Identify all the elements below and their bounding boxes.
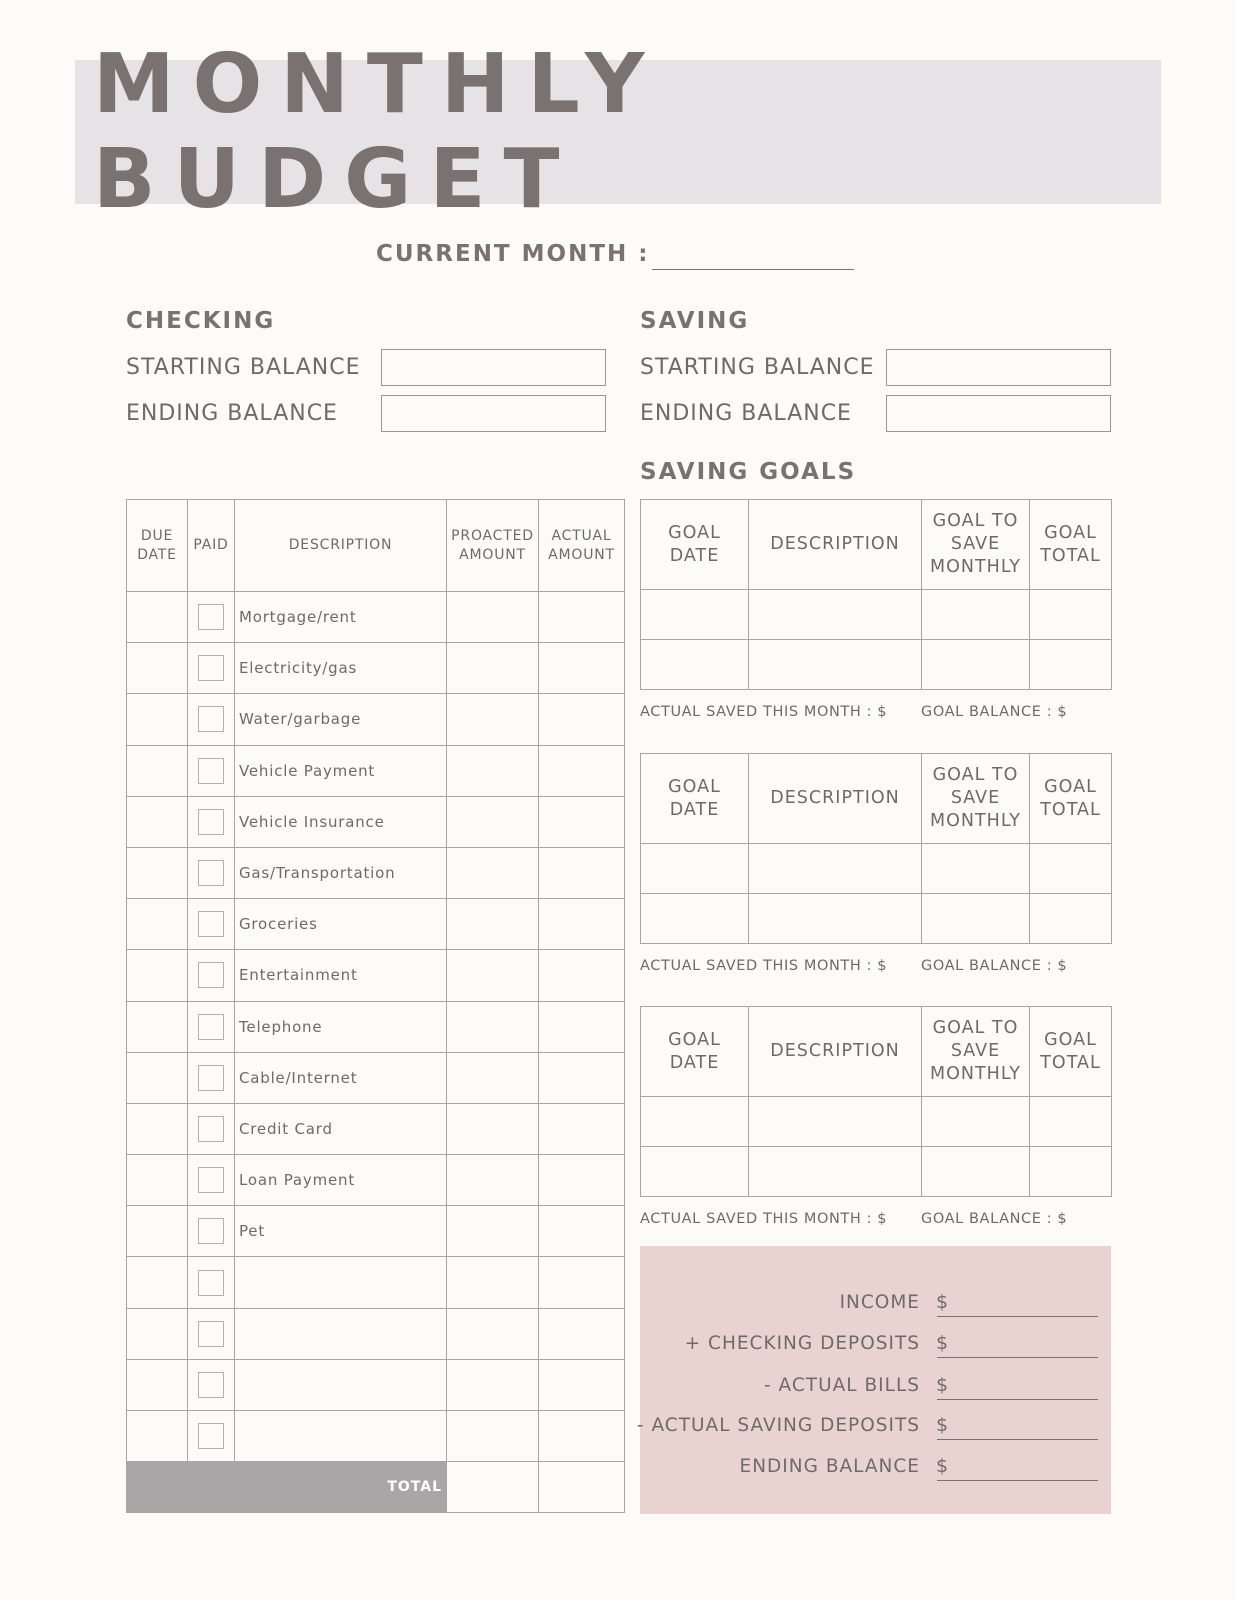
- summary-row: [640, 1451, 1111, 1481]
- due-date-cell[interactable]: [127, 1001, 188, 1052]
- goal-row: [641, 1147, 1112, 1197]
- goal-total-cell[interactable]: [1030, 640, 1112, 690]
- paid-checkbox[interactable]: [198, 1423, 224, 1449]
- goal-description-cell[interactable]: [749, 640, 922, 690]
- checking-ending-label: ENDING BALANCE: [126, 401, 338, 426]
- col-goal-to-save-monthly: GOAL TO SAVE MONTHLY: [922, 1007, 1030, 1097]
- goal-monthly-cell[interactable]: [922, 640, 1030, 690]
- proacted-amount-cell[interactable]: [447, 847, 539, 898]
- proacted-amount-cell[interactable]: [447, 592, 539, 643]
- goal-header-row: [641, 754, 1112, 844]
- table-row: [127, 643, 625, 694]
- proacted-amount-cell[interactable]: [447, 1411, 539, 1462]
- goal-total-cell[interactable]: [1030, 844, 1112, 894]
- paid-checkbox[interactable]: [198, 1218, 224, 1244]
- due-date-cell[interactable]: [127, 1155, 188, 1206]
- total-label: TOTAL: [127, 1462, 447, 1513]
- goal-row: [641, 894, 1112, 944]
- proacted-amount-cell[interactable]: [447, 1052, 539, 1103]
- bill-description[interactable]: Electricity/gas: [235, 643, 447, 694]
- saving-goal-table: [640, 753, 1112, 944]
- actual-amount-cell[interactable]: [539, 950, 625, 1001]
- actual-amount-cell[interactable]: [539, 1206, 625, 1257]
- table-row: [127, 1308, 625, 1359]
- paid-cell: [188, 1206, 235, 1257]
- due-date-cell[interactable]: [127, 899, 188, 950]
- total-row: [127, 1462, 625, 1513]
- table-row: [127, 1359, 625, 1410]
- goal-monthly-cell[interactable]: [922, 590, 1030, 640]
- summary-label: - ACTUAL SAVING DEPOSITS: [636, 1415, 920, 1436]
- goal-total-cell[interactable]: [1030, 894, 1112, 944]
- paid-cell: [188, 1103, 235, 1154]
- bill-description[interactable]: [235, 1359, 447, 1410]
- col-due-date: DUE DATE: [127, 500, 188, 592]
- table-row: [127, 950, 625, 1001]
- due-date-cell[interactable]: [127, 1103, 188, 1154]
- col-goal-date: GOAL DATE: [641, 754, 749, 844]
- page-title: MONTHLY BUDGET: [93, 37, 663, 227]
- paid-checkbox[interactable]: [198, 758, 224, 784]
- actual-amount-cell[interactable]: [539, 1257, 625, 1308]
- goal-balance-label: GOAL BALANCE : $: [921, 958, 1068, 974]
- currency-symbol: $: [936, 1374, 949, 1396]
- goal-row: [641, 640, 1112, 690]
- paid-cell: [188, 1308, 235, 1359]
- actual-amount-cell[interactable]: [539, 847, 625, 898]
- paid-cell: [188, 1411, 235, 1462]
- table-row: [127, 1052, 625, 1103]
- paid-checkbox[interactable]: [198, 1372, 224, 1398]
- goal-monthly-cell[interactable]: [922, 1097, 1030, 1147]
- bill-description[interactable]: Vehicle Payment: [235, 745, 447, 796]
- summary-label: ENDING BALANCE: [739, 1456, 920, 1477]
- col-goal-date: GOAL DATE: [641, 1007, 749, 1097]
- bills-table: [126, 499, 625, 1513]
- col-goal-description: DESCRIPTION: [749, 1007, 922, 1097]
- summary-value-field[interactable]: [937, 1357, 1098, 1358]
- actual-amount-cell[interactable]: [539, 1411, 625, 1462]
- due-date-cell[interactable]: [127, 1359, 188, 1410]
- summary-label: - ACTUAL BILLS: [764, 1375, 920, 1396]
- goal-date-cell[interactable]: [641, 640, 749, 690]
- paid-checkbox[interactable]: [198, 1167, 224, 1193]
- saving-starting-label: STARTING BALANCE: [640, 355, 875, 380]
- actual-amount-cell[interactable]: [539, 1308, 625, 1359]
- paid-cell: [188, 1001, 235, 1052]
- col-goal-description: DESCRIPTION: [749, 754, 922, 844]
- goal-description-cell[interactable]: [749, 844, 922, 894]
- saving-ending-balance-field[interactable]: [886, 395, 1111, 432]
- summary-value-field[interactable]: [937, 1439, 1098, 1440]
- summary-value-field[interactable]: [937, 1399, 1098, 1400]
- col-paid: PAID: [188, 500, 235, 592]
- goal-total-cell[interactable]: [1030, 1147, 1112, 1197]
- table-row: [127, 1001, 625, 1052]
- current-month-field[interactable]: [652, 269, 854, 270]
- total-proacted-cell[interactable]: [447, 1462, 539, 1513]
- paid-checkbox[interactable]: [198, 1270, 224, 1296]
- table-row: [127, 899, 625, 950]
- table-row: [127, 745, 625, 796]
- current-month-row: [376, 236, 649, 272]
- goal-date-cell[interactable]: [641, 1147, 749, 1197]
- actual-amount-cell[interactable]: [539, 1103, 625, 1154]
- proacted-amount-cell[interactable]: [447, 1001, 539, 1052]
- paid-cell: [188, 1052, 235, 1103]
- due-date-cell[interactable]: [127, 694, 188, 745]
- proacted-amount-cell[interactable]: [447, 1257, 539, 1308]
- proacted-amount-cell[interactable]: [447, 796, 539, 847]
- bill-description[interactable]: Telephone: [235, 1001, 447, 1052]
- bill-description[interactable]: Credit Card: [235, 1103, 447, 1154]
- goal-monthly-cell[interactable]: [922, 1147, 1030, 1197]
- col-actual-amount: ACTUAL AMOUNT: [539, 500, 625, 592]
- saving-goals-heading: SAVING GOALS: [640, 459, 857, 485]
- paid-checkbox[interactable]: [198, 604, 224, 630]
- table-row: [127, 1155, 625, 1206]
- table-row: [127, 694, 625, 745]
- actual-amount-cell[interactable]: [539, 899, 625, 950]
- checking-ending-balance-field[interactable]: [381, 395, 606, 432]
- actual-amount-cell[interactable]: [539, 1155, 625, 1206]
- total-actual-cell[interactable]: [539, 1462, 625, 1513]
- due-date-cell[interactable]: [127, 950, 188, 1001]
- actual-saved-label: ACTUAL SAVED THIS MONTH : $: [640, 1211, 888, 1227]
- currency-symbol: $: [936, 1332, 949, 1354]
- col-goal-total: GOAL TOTAL: [1030, 754, 1112, 844]
- paid-checkbox[interactable]: [198, 1014, 224, 1040]
- goal-date-cell[interactable]: [641, 844, 749, 894]
- paid-cell: [188, 592, 235, 643]
- due-date-cell[interactable]: [127, 1206, 188, 1257]
- due-date-cell[interactable]: [127, 847, 188, 898]
- col-goal-to-save-monthly: GOAL TO SAVE MONTHLY: [922, 754, 1030, 844]
- goal-date-cell[interactable]: [641, 894, 749, 944]
- saving-goal-table: [640, 1006, 1112, 1197]
- due-date-cell[interactable]: [127, 796, 188, 847]
- paid-checkbox[interactable]: [198, 706, 224, 732]
- paid-cell: [188, 745, 235, 796]
- goal-description-cell[interactable]: [749, 1097, 922, 1147]
- bill-description[interactable]: Groceries: [235, 899, 447, 950]
- col-goal-total: GOAL TOTAL: [1030, 500, 1112, 590]
- bill-description[interactable]: [235, 1411, 447, 1462]
- goal-header-row: [641, 1007, 1112, 1097]
- checking-starting-balance-field[interactable]: [381, 349, 606, 386]
- goal-row: [641, 1097, 1112, 1147]
- saving-goal-table: [640, 499, 1112, 690]
- proacted-amount-cell[interactable]: [447, 899, 539, 950]
- summary-row: [640, 1287, 1111, 1317]
- summary-row: [640, 1328, 1111, 1358]
- col-goal-date: GOAL DATE: [641, 500, 749, 590]
- paid-cell: [188, 1155, 235, 1206]
- actual-amount-cell[interactable]: [539, 745, 625, 796]
- goal-balance-label: GOAL BALANCE : $: [921, 1211, 1068, 1227]
- goal-row: [641, 590, 1112, 640]
- paid-checkbox[interactable]: [198, 911, 224, 937]
- summary-value-field[interactable]: [937, 1316, 1098, 1317]
- paid-checkbox[interactable]: [198, 655, 224, 681]
- goal-row: [641, 844, 1112, 894]
- paid-checkbox[interactable]: [198, 809, 224, 835]
- bill-description[interactable]: Gas/Transportation: [235, 847, 447, 898]
- summary-value-field[interactable]: [937, 1480, 1098, 1481]
- bill-description[interactable]: Mortgage/rent: [235, 592, 447, 643]
- table-row: [127, 1411, 625, 1462]
- checking-starting-label: STARTING BALANCE: [126, 355, 361, 380]
- goal-header-row: [641, 500, 1112, 590]
- goal-description-cell[interactable]: [749, 894, 922, 944]
- bill-description[interactable]: Loan Payment: [235, 1155, 447, 1206]
- bill-description[interactable]: [235, 1257, 447, 1308]
- goal-date-cell[interactable]: [641, 590, 749, 640]
- actual-amount-cell[interactable]: [539, 643, 625, 694]
- actual-amount-cell[interactable]: [539, 1001, 625, 1052]
- actual-amount-cell[interactable]: [539, 1052, 625, 1103]
- goal-balance-label: GOAL BALANCE : $: [921, 704, 1068, 720]
- paid-checkbox[interactable]: [198, 962, 224, 988]
- paid-cell: [188, 643, 235, 694]
- due-date-cell[interactable]: [127, 1052, 188, 1103]
- saving-ending-label: ENDING BALANCE: [640, 401, 852, 426]
- bill-description[interactable]: Pet: [235, 1206, 447, 1257]
- goal-description-cell[interactable]: [749, 1147, 922, 1197]
- paid-checkbox[interactable]: [198, 860, 224, 886]
- current-month-label: CURRENT MONTH :: [376, 241, 650, 267]
- saving-starting-balance-field[interactable]: [886, 349, 1111, 386]
- currency-symbol: $: [936, 1291, 949, 1313]
- bill-description[interactable]: [235, 1308, 447, 1359]
- proacted-amount-cell[interactable]: [447, 1308, 539, 1359]
- summary-box: [636, 1246, 1111, 1514]
- paid-cell: [188, 847, 235, 898]
- paid-cell: [188, 899, 235, 950]
- checking-heading: CHECKING: [126, 308, 276, 334]
- col-goal-total: GOAL TOTAL: [1030, 1007, 1112, 1097]
- goal-date-cell[interactable]: [641, 1097, 749, 1147]
- col-goal-to-save-monthly: GOAL TO SAVE MONTHLY: [922, 500, 1030, 590]
- table-row: [127, 592, 625, 643]
- paid-cell: [188, 1359, 235, 1410]
- summary-row: [636, 1410, 1111, 1440]
- proacted-amount-cell[interactable]: [447, 745, 539, 796]
- due-date-cell[interactable]: [127, 1308, 188, 1359]
- col-goal-description: DESCRIPTION: [749, 500, 922, 590]
- paid-cell: [188, 950, 235, 1001]
- bill-description[interactable]: Water/garbage: [235, 694, 447, 745]
- table-row: [127, 796, 625, 847]
- table-row: [127, 1103, 625, 1154]
- goal-monthly-cell[interactable]: [922, 844, 1030, 894]
- table-row: [127, 847, 625, 898]
- actual-amount-cell[interactable]: [539, 592, 625, 643]
- bills-header-row: [127, 500, 625, 592]
- paid-checkbox[interactable]: [198, 1321, 224, 1347]
- summary-label: + CHECKING DEPOSITS: [684, 1333, 920, 1354]
- actual-amount-cell[interactable]: [539, 796, 625, 847]
- proacted-amount-cell[interactable]: [447, 950, 539, 1001]
- proacted-amount-cell[interactable]: [447, 1359, 539, 1410]
- due-date-cell[interactable]: [127, 1257, 188, 1308]
- due-date-cell[interactable]: [127, 1411, 188, 1462]
- bill-description[interactable]: Vehicle Insurance: [235, 796, 447, 847]
- goal-total-cell[interactable]: [1030, 1097, 1112, 1147]
- table-row: [127, 1206, 625, 1257]
- due-date-cell[interactable]: [127, 745, 188, 796]
- saving-heading: SAVING: [640, 308, 750, 334]
- goal-monthly-cell[interactable]: [922, 894, 1030, 944]
- col-description: DESCRIPTION: [235, 500, 447, 592]
- proacted-amount-cell[interactable]: [447, 1206, 539, 1257]
- currency-symbol: $: [936, 1455, 949, 1477]
- table-row: [127, 1257, 625, 1308]
- paid-cell: [188, 796, 235, 847]
- goal-description-cell[interactable]: [749, 590, 922, 640]
- paid-cell: [188, 694, 235, 745]
- actual-amount-cell[interactable]: [539, 694, 625, 745]
- goal-total-cell[interactable]: [1030, 590, 1112, 640]
- actual-saved-label: ACTUAL SAVED THIS MONTH : $: [640, 704, 888, 720]
- paid-cell: [188, 1257, 235, 1308]
- currency-symbol: $: [936, 1414, 949, 1436]
- proacted-amount-cell[interactable]: [447, 643, 539, 694]
- actual-amount-cell[interactable]: [539, 1359, 625, 1410]
- paid-checkbox[interactable]: [198, 1116, 224, 1142]
- actual-saved-label: ACTUAL SAVED THIS MONTH : $: [640, 958, 888, 974]
- summary-label: INCOME: [839, 1292, 920, 1313]
- bill-description[interactable]: Entertainment: [235, 950, 447, 1001]
- proacted-amount-cell[interactable]: [447, 1155, 539, 1206]
- title-banner: [75, 37, 1161, 227]
- col-proacted-amount: PROACTED AMOUNT: [447, 500, 539, 592]
- paid-checkbox[interactable]: [198, 1065, 224, 1091]
- bill-description[interactable]: Cable/Internet: [235, 1052, 447, 1103]
- due-date-cell[interactable]: [127, 592, 188, 643]
- due-date-cell[interactable]: [127, 643, 188, 694]
- proacted-amount-cell[interactable]: [447, 694, 539, 745]
- summary-row: [640, 1370, 1111, 1400]
- proacted-amount-cell[interactable]: [447, 1103, 539, 1154]
